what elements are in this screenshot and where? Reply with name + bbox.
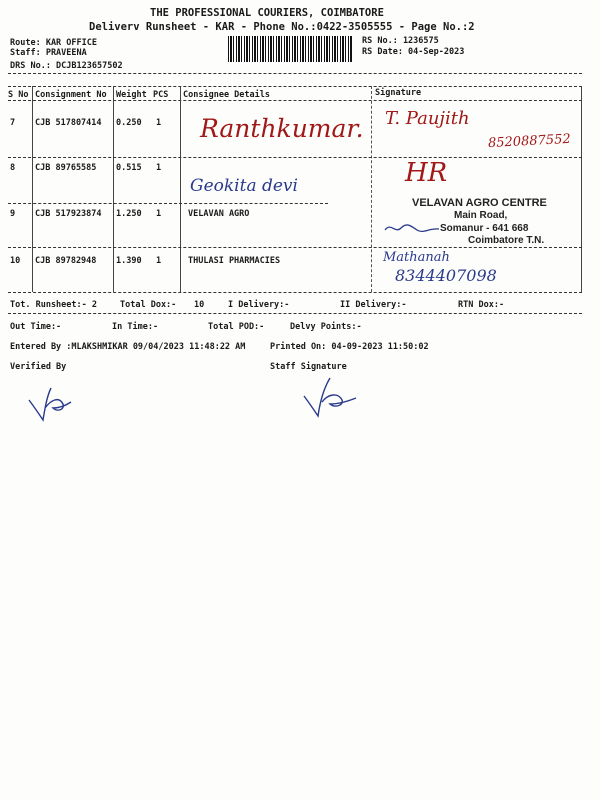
- printed-on: Printed On: 04-09-2023 11:50:02: [270, 342, 429, 352]
- row-weight: 1.250: [116, 209, 142, 219]
- in-time: In Time:-: [112, 322, 159, 332]
- stamp-line: Somanur - 641 668: [440, 223, 529, 234]
- staff-signature: [300, 372, 360, 422]
- ii-delivery: II Delivery:-: [340, 300, 407, 310]
- row-pcs: 1: [156, 163, 162, 173]
- row-consignment: CJB 517923874: [35, 209, 102, 219]
- company-name: THE PROFESSIONAL COURIERS, COIMBATORE: [150, 7, 384, 19]
- col-header-consignment: Consignment No: [35, 90, 107, 100]
- separator: [8, 86, 582, 87]
- separator: [8, 73, 582, 74]
- col-header-consignee: Consignee Details: [183, 90, 270, 100]
- col-header-signature: Signature: [375, 88, 422, 98]
- separator: [8, 203, 328, 204]
- column-divider: [371, 86, 372, 292]
- total-dox-label: Total Dox:-: [120, 300, 177, 310]
- separator: [8, 292, 582, 293]
- i-delivery: I Delivery:-: [228, 300, 290, 310]
- staff-label: Staff: PRAVEENA: [10, 48, 87, 58]
- stamp-line: VELAVAN AGRO CENTRE: [412, 197, 547, 209]
- stamp-line: Main Road,: [454, 210, 508, 221]
- row-consignee: VELAVAN AGRO: [188, 209, 250, 219]
- total-pod: Total POD:-: [208, 322, 265, 332]
- drs-number: DRS No.: DCJB123657502: [10, 61, 123, 71]
- separator: [8, 247, 582, 248]
- separator: [8, 100, 582, 101]
- row-pcs: 1: [156, 209, 162, 219]
- column-divider: [180, 86, 181, 292]
- row-consignee: THULASI PHARMACIES: [188, 256, 281, 266]
- row-consignment: CJB 89765585: [35, 163, 97, 173]
- row-weight: 0.515: [116, 163, 142, 173]
- row-weight: 0.250: [116, 118, 142, 128]
- stamp-signature-scribble: [383, 220, 443, 236]
- rs-date: RS Date: 04-Sep-2023: [362, 47, 465, 57]
- row-weight: 1.390: [116, 256, 142, 266]
- col-header-pcs: PCS: [153, 90, 169, 100]
- rtn-dox: RTN Dox:-: [458, 300, 505, 310]
- barcode: [228, 36, 352, 62]
- route-label: Route: KAR OFFICE: [10, 38, 97, 48]
- row-consignment: CJB 517807414: [35, 118, 102, 128]
- col-header-weight: Weight: [116, 90, 147, 100]
- row-sno: 7: [10, 118, 16, 128]
- signature: HR: [405, 158, 448, 188]
- phone-number: 8344407098: [395, 266, 497, 285]
- tot-runsheet: Tot. Runsheet:- 2: [10, 300, 97, 310]
- row-pcs: 1: [156, 256, 162, 266]
- out-time: Out Time:-: [10, 322, 62, 332]
- stamp-line: Coimbatore T.N.: [468, 235, 545, 246]
- row-sno: 8: [10, 163, 16, 173]
- entered-by: Entered By :MLAKSHMIKAR 09/04/2023 11:48:22 AM: [10, 342, 246, 352]
- col-header-sno: S No: [8, 90, 29, 100]
- separator: [8, 313, 582, 314]
- column-divider: [581, 86, 582, 292]
- handwritten-name: Geokita devi: [190, 176, 298, 196]
- row-sno: 9: [10, 209, 16, 219]
- row-consignment: CJB 89782948: [35, 256, 97, 266]
- handwritten-name: Ranthkumar.: [200, 114, 364, 143]
- signature: Mathanah: [383, 250, 450, 265]
- verifier-signature: [25, 378, 75, 428]
- total-dox-value: 10: [194, 300, 205, 310]
- staff-signature-label: Staff Signature: [270, 362, 347, 372]
- verified-by-label: Verified By: [10, 362, 67, 372]
- column-divider: [32, 86, 33, 292]
- phone-number: 8520887552: [487, 131, 572, 152]
- delvy-points: Delvy Points:-: [290, 322, 362, 332]
- rs-number: RS No.: 1236575: [362, 36, 439, 46]
- separator: [8, 157, 582, 158]
- runsheet-title: Deliverv Runsheet - KAR - Phone No.:0422-3505555 - Page No.:2: [89, 21, 475, 33]
- column-divider: [113, 86, 114, 292]
- signature: T. Paujith: [385, 108, 470, 129]
- row-sno: 10: [10, 256, 21, 266]
- row-pcs: 1: [156, 118, 162, 128]
